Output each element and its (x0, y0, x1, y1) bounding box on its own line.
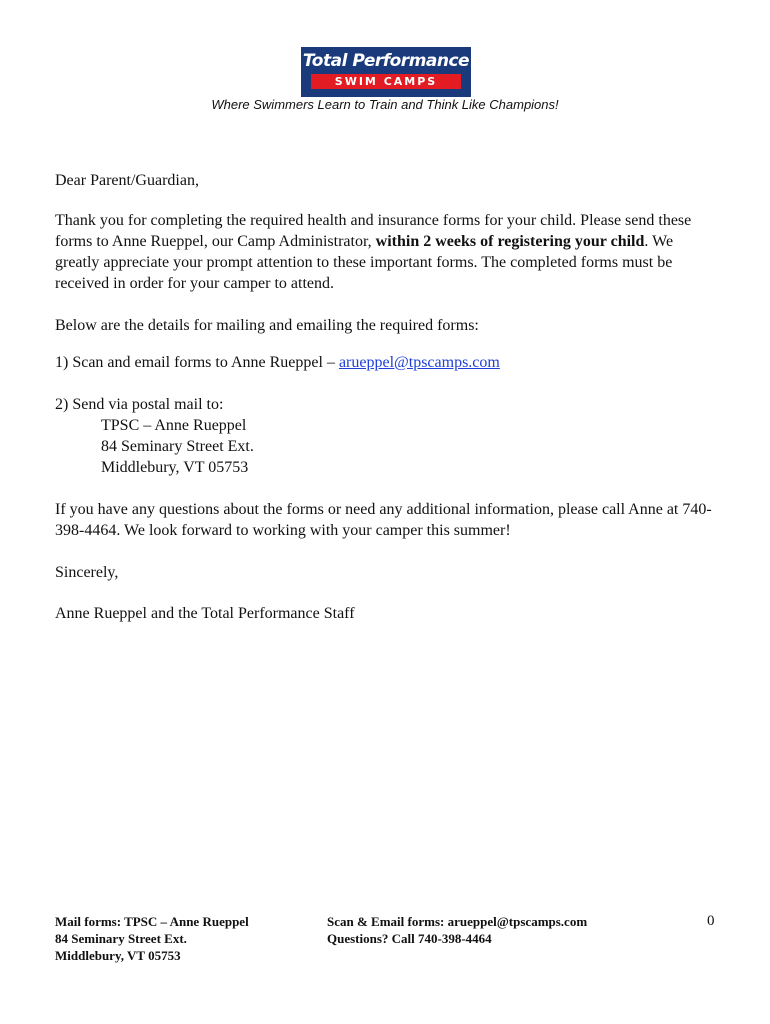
page-number: 0 (707, 913, 715, 929)
closing: Sincerely, (55, 564, 119, 581)
footer-line: Middlebury, VT 05753 (55, 948, 181, 963)
salutation: Dear Parent/Guardian, (55, 172, 199, 189)
address-line: TPSC – Anne Rueppel (101, 417, 247, 434)
option-mail (55, 394, 720, 478)
signature: Anne Rueppel and the Total Performance Staff (55, 605, 355, 622)
footer-line: Mail forms: TPSC – Anne Rueppel (55, 914, 249, 929)
paragraph-intro-end: . We greatly appreciate your prompt attention to these important forms. The completed forms must be received in order for your camper to attend. (55, 233, 674, 292)
paragraph-questions: If you have any questions about the forms or need any additional information, please call Anne at 740-398-4464. We look forward to working with your camper this summer! (55, 501, 712, 539)
footer-line: Questions? Call 740-398-4464 (327, 931, 492, 946)
option-email-text: 1) Scan and email forms to Anne Rueppel – (55, 354, 339, 371)
swim-camps-logo (301, 47, 471, 97)
email-link[interactable]: arueppel@tpscamps.com (338, 354, 500, 371)
address-line: 84 Seminary Street Ext. (101, 438, 254, 455)
footer-contact (327, 913, 667, 947)
address-line: Middlebury, VT 05753 (101, 459, 249, 476)
footer-line: Scan & Email forms: arueppel@tpscamps.com (327, 914, 588, 929)
paragraph-intro-start: Thank you for completing the required health and insurance forms for your child. Please send these forms to Anne Rueppel, our Camp Administrator, (55, 212, 692, 250)
logo-subtitle: SWIM CAMPS (311, 74, 461, 89)
footer-mail (55, 913, 305, 964)
option-mail-label: 2) Send via postal mail to: (55, 396, 224, 413)
paragraph-intro (55, 210, 720, 294)
deadline-emphasis: within 2 weeks of registering your child (375, 233, 645, 250)
paragraph-details: Below are the details for mailing and emailing the required forms: (55, 317, 479, 334)
option-email (55, 352, 720, 373)
footer-line: 84 Seminary Street Ext. (55, 931, 187, 946)
logo-title: Total Performance (302, 51, 470, 71)
tagline: Where Swimmers Learn to Train and Think Like Champions! (211, 97, 559, 112)
